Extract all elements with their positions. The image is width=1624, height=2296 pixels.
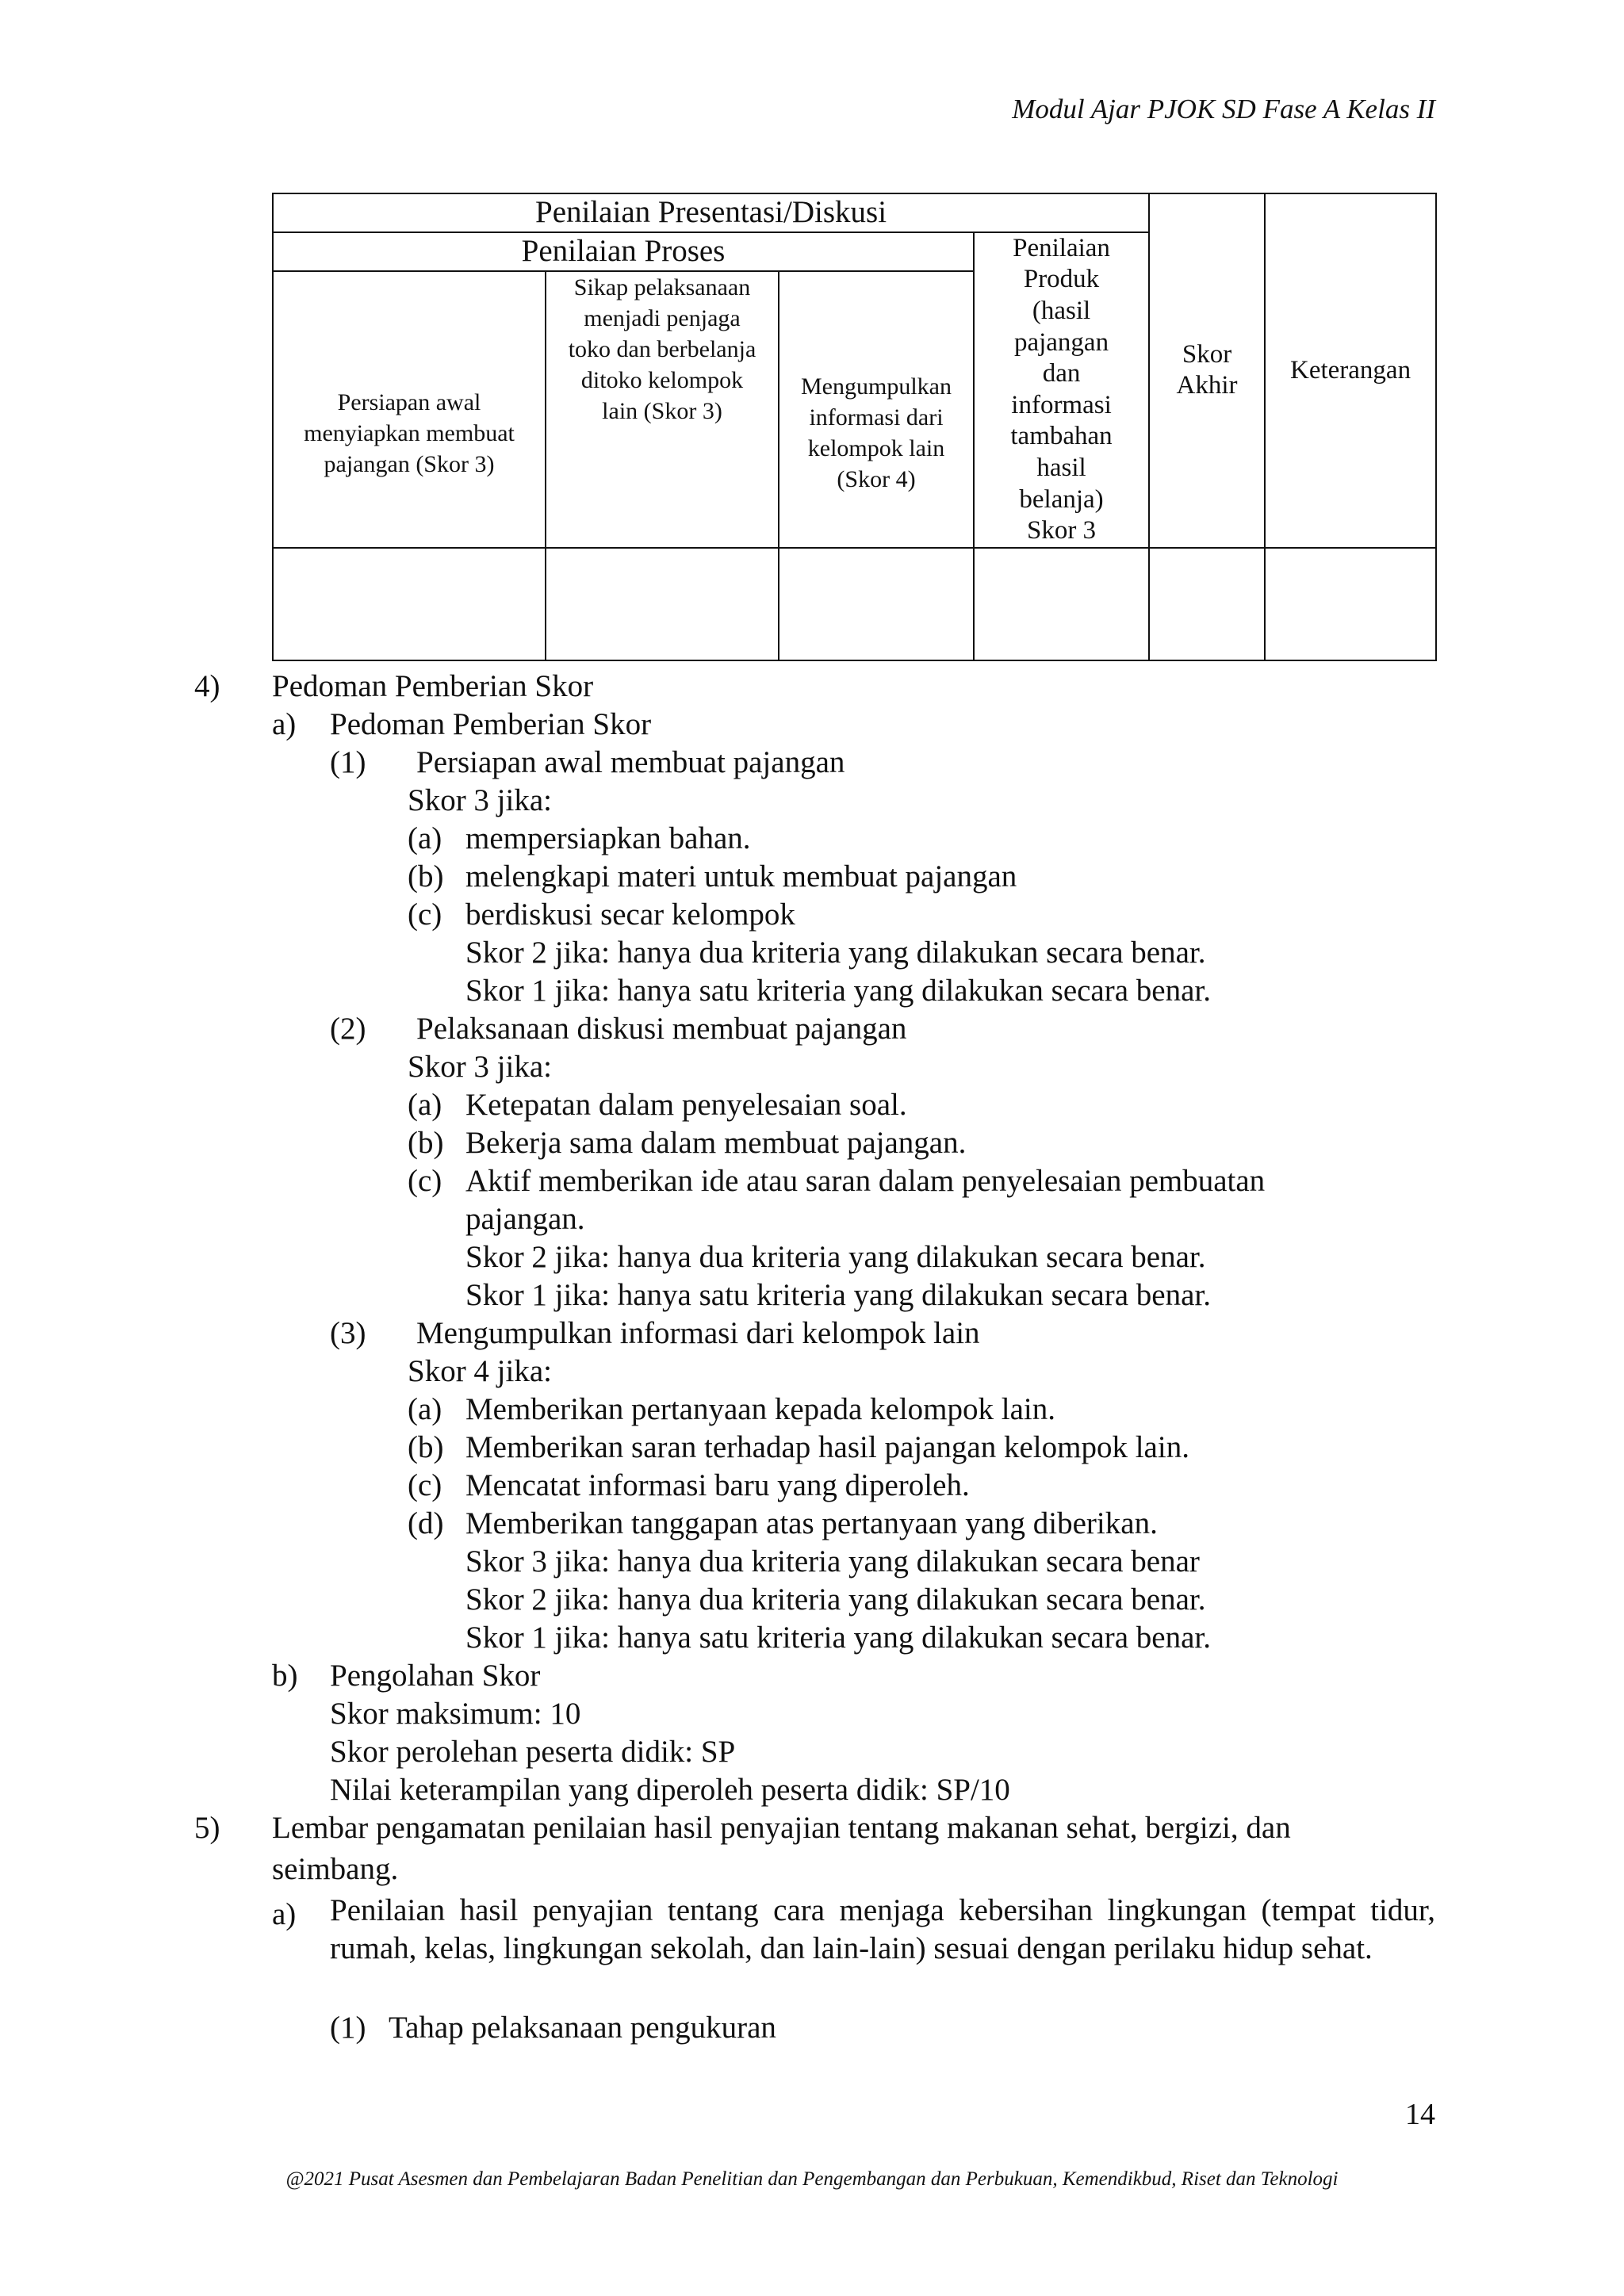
product-header: Penilaian Produk (hasil pajangan dan informasi tambahan hasil belanja) Skor 3: [974, 232, 1149, 548]
criterion-continuation: pajangan.: [465, 1202, 585, 1236]
subsection-paragraph: Penilaian hasil penyajian tentang cara menjaga kebersihan lingkungan (tempat tidur, rumah, kelas, lingkungan sekolah, dan lain-lain) sesuai dengan perilaku hidup sehat.: [330, 1893, 1435, 1965]
criterion-marker: (a): [408, 821, 442, 855]
criterion-marker: (d): [408, 1506, 444, 1540]
criterion-marker: (a): [408, 1392, 442, 1426]
criterion-text: Memberikan tanggapan atas pertanyaan yang diberikan.: [465, 1506, 1158, 1540]
criterion-text: Memberikan saran terhadap hasil pajangan kelompok lain.: [465, 1430, 1189, 1464]
table-title: Penilaian Presentasi/Diskusi: [273, 193, 1149, 232]
processing-line: Nilai keterampilan yang diperoleh peserta didik: SP/10: [330, 1773, 1010, 1807]
score-cell[interactable]: [974, 548, 1149, 660]
footer-copyright: @2021 Pusat Asesmen dan Pembelajaran Badan Penelitian dan Pengembangan dan Perbukuan, Kemendikbud, Riset dan Teknologi: [285, 2168, 1339, 2190]
page-number: 14: [1405, 2098, 1435, 2131]
score-note: Skor 1 jika: hanya satu kriteria yang dilakukan secara benar.: [465, 974, 1211, 1008]
processing-line: Skor perolehan peserta didik: SP: [330, 1735, 736, 1769]
criterion-marker: (c): [408, 897, 442, 932]
item-title: Pelaksanaan diskusi membuat pajangan: [416, 1012, 907, 1046]
section-title-continuation: seimbang.: [272, 1852, 399, 1886]
criterion-marker: (b): [408, 1430, 444, 1464]
criterion-text: Bekerja sama dalam membuat pajangan.: [465, 1126, 967, 1160]
subsection-title: Pedoman Pemberian Skor: [330, 707, 652, 741]
section-title: Pedoman Pemberian Skor: [272, 669, 594, 703]
processing-line: Skor maksimum: 10: [330, 1697, 581, 1731]
item-marker: (1): [330, 745, 366, 779]
criterion-marker: (c): [408, 1164, 442, 1198]
preparation-header: Persiapan awal menyiapkan membuat pajangan (Skor 3): [273, 271, 546, 548]
score-note: Skor 3 jika: hanya dua kriteria yang dilakukan secara benar: [465, 1544, 1200, 1578]
collect-info-header: Mengumpulkan informasi dari kelompok lain (Skor 4): [779, 271, 974, 548]
criterion-text: Memberikan pertanyaan kepada kelompok lain.: [465, 1392, 1055, 1426]
score-note: Skor 2 jika: hanya dua kriteria yang dilakukan secara benar.: [465, 1240, 1206, 1274]
criterion-text: Aktif memberikan ide atau saran dalam penyelesaian pembuatan: [465, 1164, 1266, 1198]
subsection-title: Pengolahan Skor: [330, 1659, 541, 1693]
section-number: 5): [194, 1811, 220, 1845]
subsection-marker: a): [272, 707, 297, 741]
score-cell[interactable]: [779, 548, 974, 660]
running-header: Modul Ajar PJOK SD Fase A Kelas II: [1012, 94, 1435, 124]
final-score-header: Skor Akhir: [1149, 193, 1265, 548]
subsection-marker: b): [272, 1659, 298, 1693]
section-number: 4): [194, 669, 220, 703]
subsection-marker: a): [272, 1897, 297, 1931]
score-note: Skor 1 jika: hanya satu kriteria yang dilakukan secara benar.: [465, 1278, 1211, 1312]
criterion-text: melengkapi materi untuk membuat pajangan: [465, 859, 1017, 894]
criterion-marker: (c): [408, 1468, 442, 1502]
score-note: Skor 1 jika: hanya satu kriteria yang dilakukan secara benar.: [465, 1621, 1211, 1655]
criterion-text: berdiskusi secar kelompok: [465, 897, 795, 932]
score-cell[interactable]: [1265, 548, 1436, 660]
item-title: Mengumpulkan informasi dari kelompok lain: [416, 1316, 980, 1350]
score-cell[interactable]: [546, 548, 779, 660]
section-title: Lembar pengamatan penilaian hasil penyajian tentang makanan sehat, bergizi, dan: [272, 1811, 1291, 1845]
item-title: Tahap pelaksanaan pengukuran: [389, 2011, 776, 2045]
item-marker: (2): [330, 1012, 366, 1046]
score-label: Skor 3 jika:: [408, 1050, 552, 1084]
criterion-marker: (a): [408, 1088, 442, 1122]
score-note: Skor 2 jika: hanya dua kriteria yang dilakukan secara benar.: [465, 936, 1206, 970]
criterion-text: Mencatat informasi baru yang diperoleh.: [465, 1468, 970, 1502]
score-note: Skor 2 jika: hanya dua kriteria yang dilakukan secara benar.: [465, 1582, 1206, 1617]
criterion-text: Ketepatan dalam penyelesaian soal.: [465, 1088, 907, 1122]
score-label: Skor 4 jika:: [408, 1354, 552, 1388]
attitude-header: Sikap pelaksanaan menjadi penjaga toko dan berbelanja ditoko kelompok lain (Skor 3): [546, 271, 779, 548]
item-marker: (3): [330, 1316, 366, 1350]
criterion-marker: (b): [408, 859, 444, 894]
criterion-text: mempersiapkan bahan.: [465, 821, 751, 855]
process-header: Penilaian Proses: [273, 232, 974, 271]
item-marker: (1): [330, 2011, 366, 2045]
score-cell[interactable]: [273, 548, 546, 660]
notes-header: Keterangan: [1265, 193, 1436, 548]
criterion-marker: (b): [408, 1126, 444, 1160]
score-cell[interactable]: [1149, 548, 1265, 660]
assessment-table: [272, 193, 1437, 661]
item-title: Persiapan awal membuat pajangan: [416, 745, 845, 779]
score-label: Skor 3 jika:: [408, 783, 552, 817]
